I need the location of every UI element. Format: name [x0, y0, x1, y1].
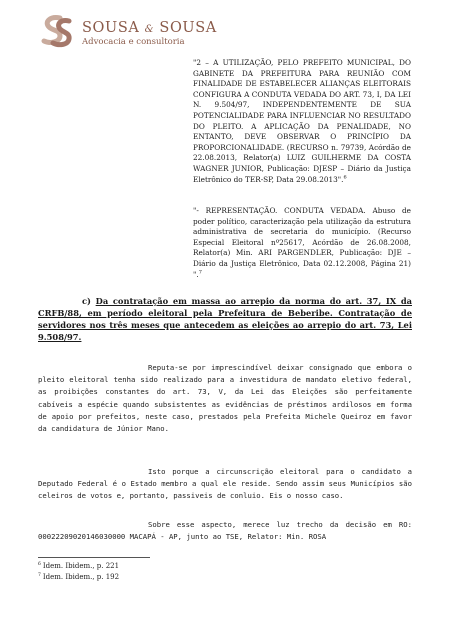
- section-heading-text: Da contratação em massa ao arrepio da norma do art. 37, IX da CRFB/88, em período eleitoral pela Prefeitura de Beberibe. Contratação de servidores nos três meses que antecedem as eleições ao arrepio do art. 73, Lei 9.508/97.: [38, 296, 412, 342]
- body-paragraph: Sobre esse aspecto, merece luz trecho da decisão em RO: 00022209020146030000 MACAPÁ - AP, junto ao TSE, Relator: Min. ROSA: [38, 520, 412, 542]
- case-law-quote: "- REPRESENTAÇÃO. CONDUTA VEDADA. Abuso de poder político, caracterização pela utilização da estrutura administrativa de secretaria do município. (Recurso Especial Eleitoral nº25617, Acórdão de 26.08.2008, Relator(a) Min. ARI PARGENDLER, Publicação: DJE – Diário da Justiça Eletrônico, Data 02.12.2008, Página 21) ".$^7$: [193, 206, 411, 279]
- footnote-reference: 7: [198, 269, 202, 276]
- footnote: $^6$ Idem. Ibidem., p. 221: [38, 561, 120, 570]
- footnote-reference: 6: [343, 174, 347, 181]
- section-marker: c): [82, 296, 91, 306]
- firm-name: SOUSA & SOUSA: [82, 20, 217, 36]
- body-paragraph: Isto porque a circunscrição eleitoral para o candidato a Deputado Federal é o Estado membro a qual ele reside. Sendo assim seus Municípios são celeiros de votos e, portanto, passiveis de conluio. Eis o nosso caso.: [38, 467, 412, 501]
- section-heading: [38, 295, 412, 343]
- case-law-quote: "2 – A UTILIZAÇÃO, PELO PREFEITO MUNICIPAL, DO GABINETE DA PREFEITURA PARA REUNIÃO COM FINALIDADE DE ESTABELECER ALIANÇAS ELEITORAIS CONFIGURA A CONDUTA VEDADA DO ART. 73, I, DA LEI N. 9.504/97, INDEPENDENTEMENTE DE SUA POTENCIALIDADE PARA INFLUENCIAR NO RESULTADO DO PLEITO. A APLICAÇÃO DA PENALIDADE, NO ENTANTO, DEVE OBSERVAR O PRINCÍPIO DA PROPORCIONALIDADE. (RECURSO n. 79739, Acórdão de 22.08.2013, Relator(a) LUIZ GUILHERME DA COSTA WAGNER JUNIOR, Publicação: DJESP – Diário da Justiça Eletrônico do TER-SP, Data 29.08.2013".$^6$: [193, 58, 411, 184]
- footnote: $^7$ Idem. Ibidem., p. 192: [38, 572, 120, 581]
- body-paragraph: Reputa-se por imprescindível deixar consignado que embora o pleito eleitoral tenha sido realizado para a investidura de mandato eletivo federal, as proibições constantes do art. 73, V, da Lei das Eleições são perfeitamente cabíveis a espécie quando subsistentes as evidências de préstimos ardilosos em forma de apoio por prefeitos, neste caso, prestados pela Prefeita Michele Queiroz em favor da candidatura de Júnior Mano.: [38, 363, 412, 434]
- firm-subtitle: Advocacia e consultoria: [82, 37, 185, 47]
- double-s-monogram-icon: [38, 14, 74, 48]
- footnote-divider: [38, 557, 150, 558]
- firm-logo: [38, 10, 217, 56]
